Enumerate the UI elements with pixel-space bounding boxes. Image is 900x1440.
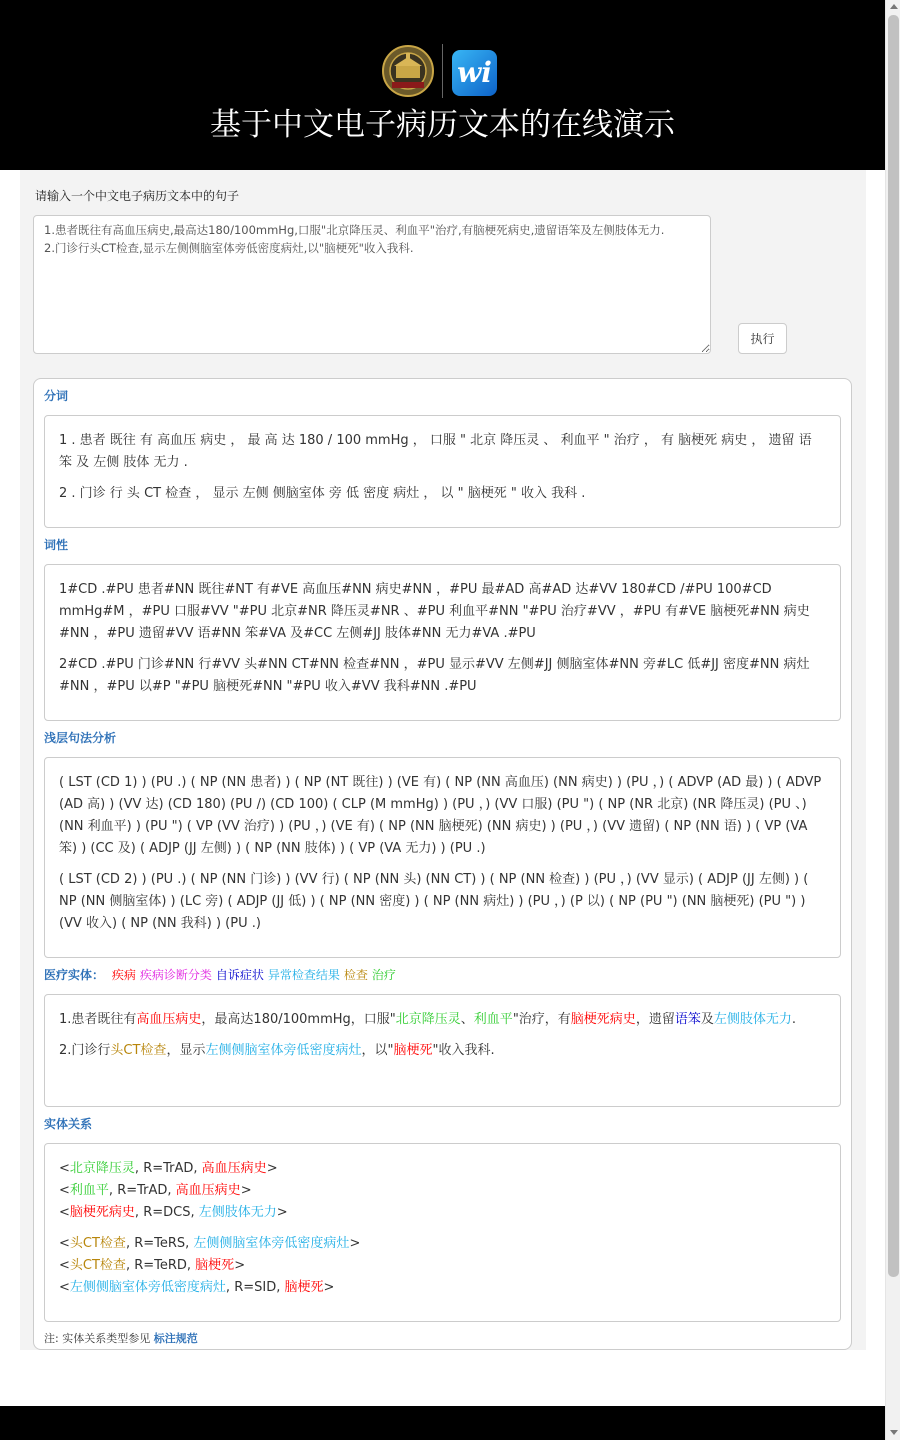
sentence-input[interactable] (33, 215, 711, 354)
relation-item: <利血平, R=TrAD, 高血压病史> (59, 1183, 252, 1198)
relation-tail-entity: 脑梗死 (195, 1258, 235, 1273)
entity-line (59, 1040, 826, 1062)
entities-box (44, 994, 841, 1107)
entity-legend-item: 异常检查结果 (267, 968, 340, 982)
relation-type: R=SID (234, 1280, 277, 1295)
entity-disease: 脑梗死病史 (570, 1012, 636, 1027)
parse-line: ( LST (CD 1) ) (PU .) ( NP (NN 患者) ) ( NP (NT 既往) ) (VE 有) ( NP (NN 高血压) (NN 病史) ) (PU ，) ( ADVP (AD 最) ) ( ADVP (AD 高) ) (VV 达) (CD 180) (PU /) (CD 100) ( CLP (M mmHg) ) (PU ，) (VV 口服) (PU ") ( NP (NR 北京) (NR 降压灵) (PU 、) (NN 利血平) ) (PU ") ( VP (VV 治疗) ) (PU ，) (VE 有) ( NP (NN 脑梗死) (NN 病史) ) (PU ，) (VV 遗留) ( NP (NN 语) ) ( VP (VA 笨) ) (CC 及) ( ADJP (JJ 左侧) ) ( NP (NN 肢体) ) ( VP (VA 无力) ) (PU .) (59, 775, 822, 856)
pos-title: 词性 (44, 538, 69, 552)
entity-plain-text: "治疗，有 (512, 1012, 571, 1027)
relation-type: R=TrAD (143, 1161, 194, 1176)
relation-type: R=TeRS (134, 1236, 186, 1251)
pos-box (44, 564, 841, 721)
logo-divider (442, 44, 443, 98)
entity-plain-text: 2.门诊行 (59, 1043, 111, 1058)
relations-box (44, 1143, 841, 1322)
relation-tail-entity: 脑梗死 (284, 1280, 324, 1295)
university-emblem-icon (380, 44, 436, 98)
relation-head-entity: 利血平 (69, 1183, 109, 1198)
entity-legend-item: 检查 (343, 968, 368, 982)
relation-item: <头CT检查, R=TeRD, 脑梗死> (59, 1258, 246, 1273)
entity-disease: 脑梗死 (393, 1043, 433, 1058)
relation-head-entity: 头CT检查 (69, 1258, 126, 1273)
entity-legend-item: 治疗 (371, 968, 396, 982)
scrollbar-thumb[interactable] (888, 15, 899, 1277)
relation-head-entity: 脑梗死病史 (69, 1205, 135, 1220)
relation-item: <脑梗死病史, R=DCS, 左侧肢体无力> (59, 1205, 288, 1220)
footnote (44, 1330, 198, 1348)
relation-type: R=TrAD (117, 1183, 168, 1198)
relation-head-entity: 左侧侧脑室体旁低密度病灶 (69, 1280, 226, 1295)
entity-plain-text: ，显示 (166, 1043, 206, 1058)
entity-line (59, 1009, 826, 1031)
scroll-up-arrow-icon[interactable] (890, 4, 898, 9)
page-title: 基于中文电子病历文本的在线演示 (210, 107, 675, 143)
scroll-down-arrow-icon[interactable] (890, 1430, 898, 1435)
relation-group (59, 1233, 826, 1299)
relation-tail-entity: 左侧侧脑室体旁低密度病灶 (193, 1236, 350, 1251)
relation-tail-entity: 高血压病史 (175, 1183, 241, 1198)
entity-plain-text: 及 (700, 1012, 714, 1027)
wi-logo-icon: wi (452, 50, 497, 96)
relation-tail-entity: 左侧肢体无力 (198, 1205, 277, 1220)
input-label: 请输入一个中文电子病历文本中的句子 (35, 189, 240, 203)
relation-head-entity: 头CT检查 (69, 1236, 126, 1251)
entity-treat: 北京降压灵 (395, 1012, 461, 1027)
entity-abnormal: 左侧肢体无力 (713, 1012, 792, 1027)
entity-legend (44, 965, 396, 985)
parse-box (44, 757, 841, 958)
entity-plain-text: ，遗留 (635, 1012, 675, 1027)
entity-legend-item: 疾病诊断分类 (139, 968, 212, 982)
relation-head-entity: 北京降压灵 (69, 1161, 135, 1176)
relation-type: R=DCS (143, 1205, 191, 1220)
relation-group (59, 1158, 826, 1224)
page-footer (0, 1406, 885, 1440)
run-button[interactable]: 执行 (738, 323, 787, 354)
logo-row (370, 40, 520, 100)
relation-type: R=TeRD (134, 1258, 187, 1273)
entity-treat: 利血平 (473, 1012, 513, 1027)
segmentation-box (44, 415, 841, 528)
relation-item: <左侧侧脑室体旁低密度病灶, R=SID, 脑梗死> (59, 1280, 335, 1295)
entity-plain-text: ，最高达180/100mmHg，口服" (201, 1012, 396, 1027)
relations-title: 实体关系 (44, 1117, 93, 1131)
segmentation-line: 1 . 患者 既往 有 高血压 病史 ， 最 高 达 180 / 100 mmHg ， 口服 " 北京 降压灵 、 利血平 " 治疗 ， 有 脑梗死 病史 ， 遗留 语 笨 及 左侧 肢体 无力 . (59, 433, 812, 470)
pos-line: 2#CD .#PU 门诊#NN 行#VV 头#NN CT#NN 检查#NN ，#PU 显示#VV 左侧#JJ 侧脑室体#NN 旁#LC 低#JJ 密度#NN 病灶#NN ，#PU 以#P "#PU 脑梗死#NN "#PU 收入#VV 我科#NN .#PU (59, 657, 810, 694)
entity-legend-label: 医疗实体： (44, 968, 105, 982)
relation-item: <北京降压灵, R=TrAD, 高血压病史> (59, 1161, 278, 1176)
annotation-spec-link[interactable]: 标注规范 (153, 1332, 198, 1345)
entity-plain-text: . (791, 1012, 797, 1027)
parse-line: ( LST (CD 2) ) (PU .) ( NP (NN 门诊) ) (VV 行) ( NP (NN 头) (NN CT) ) ( NP (NN 检查) ) (PU ，) (VV 显示) ( ADJP (JJ 左侧) ) ( NP (NN 侧脑室体) ) (LC 旁) ( ADJP (JJ 低) ) ( NP (NN 密度) ) ( NP (NN 病灶) ) (PU ，) (P 以) ( NP (PU ") (NN 脑梗死) (PU ") ) (VV 收入) ( NP (NN 我科) ) (PU .) (59, 872, 809, 931)
entity-plain-text: ，以" (361, 1043, 394, 1058)
relation-item: <头CT检查, R=TeRS, 左侧侧脑室体旁低密度病灶> (59, 1236, 361, 1251)
vertical-scrollbar[interactable] (885, 0, 900, 1440)
entity-plain-text: 、 (460, 1012, 474, 1027)
parse-title: 浅层句法分析 (44, 731, 117, 745)
footnote-text: 注: 实体关系类型参见 (44, 1332, 151, 1345)
entity-plain-text: 1.患者既往有 (59, 1012, 137, 1027)
relation-tail-entity: 高血压病史 (201, 1161, 267, 1176)
entity-legend-item: 疾病 (111, 968, 136, 982)
pos-line: 1#CD .#PU 患者#NN 既往#NT 有#VE 高血压#NN 病史#NN ，#PU 最#AD 高#AD 达#VV 180#CD /#PU 100#CD mmHg#M ，#PU 口服#VV "#PU 北京#NR 降压灵#NR 、#PU 利血平#NN "#PU 治疗#VV ，#PU 有#VE 脑梗死#NN 病史#NN ，#PU 遗留#VV 语#NN 笨#VA 及#CC 左侧#JJ 肢体#NN 无力#VA .#PU (59, 582, 810, 641)
entity-exam: 头CT检查 (110, 1043, 167, 1058)
page-header (0, 0, 885, 170)
segmentation-title: 分词 (44, 389, 69, 403)
entity-legend-items (108, 968, 396, 982)
entity-legend-item: 自诉症状 (215, 968, 264, 982)
entity-symptom: 语笨 (674, 1012, 701, 1027)
entity-plain-text: "收入我科. (432, 1043, 495, 1058)
entity-disease: 高血压病史 (136, 1012, 202, 1027)
entity-abnormal: 左侧侧脑室体旁低密度病灶 (205, 1043, 362, 1058)
segmentation-line: 2 . 门诊 行 头 CT 检查 ， 显示 左侧 侧脑室体 旁 低 密度 病灶 ， 以 " 脑梗死 " 收入 我科 . (59, 486, 586, 501)
